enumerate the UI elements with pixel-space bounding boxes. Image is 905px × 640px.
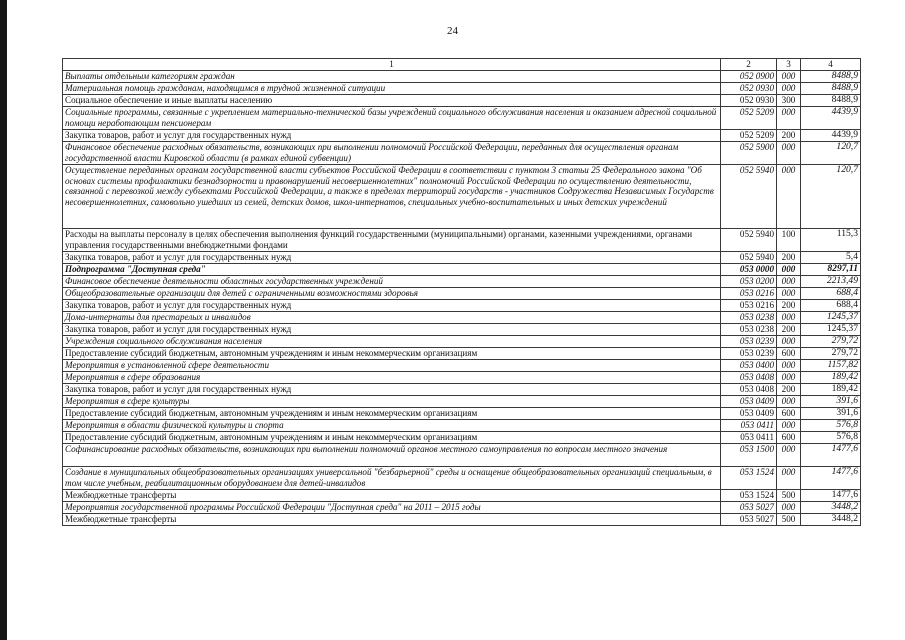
table-row bbox=[63, 360, 861, 372]
table-row bbox=[63, 276, 861, 288]
header-col-1: 1 bbox=[63, 59, 721, 71]
row-name: Закупка товаров, работ и услуг для государственных нужд bbox=[63, 252, 721, 264]
row-code: 053 0200 bbox=[721, 276, 777, 288]
row-name: Мероприятия в области физической культуры и спорта bbox=[63, 420, 721, 432]
row-amount: 3448,2 bbox=[801, 514, 861, 526]
row-name: Учреждения социального обслуживания населения bbox=[63, 336, 721, 348]
row-amount: 576,8 bbox=[801, 420, 861, 432]
row-amount: 1245,37 bbox=[801, 312, 861, 324]
row-expense-type: 000 bbox=[777, 444, 801, 467]
row-expense-type: 600 bbox=[777, 432, 801, 444]
row-code: 053 0239 bbox=[721, 336, 777, 348]
row-amount: 1477,6 bbox=[801, 490, 861, 502]
row-name: Создание в муниципальных общеобразовательных организациях универсальной "безбарьерной" среды и оснащение общеобразовательных организаций специальным, в том числе учебным, реабилитационным оборудованием для детей-инвалидов bbox=[63, 467, 721, 490]
row-amount: 279,72 bbox=[801, 348, 861, 360]
row-expense-type: 000 bbox=[777, 336, 801, 348]
row-name: Дома-интернаты для престарелых и инвалидов bbox=[63, 312, 721, 324]
row-code: 053 0408 bbox=[721, 384, 777, 396]
row-amount: 576,8 bbox=[801, 432, 861, 444]
row-code: 053 0238 bbox=[721, 312, 777, 324]
table-row bbox=[63, 502, 861, 514]
table-row bbox=[63, 71, 861, 83]
row-amount: 688,4 bbox=[801, 288, 861, 300]
row-name: Закупка товаров, работ и услуг для государственных нужд bbox=[63, 384, 721, 396]
header-col-2: 2 bbox=[721, 59, 777, 71]
row-code: 052 0930 bbox=[721, 95, 777, 107]
table-row bbox=[63, 252, 861, 264]
row-code: 053 0411 bbox=[721, 432, 777, 444]
row-name: Мероприятия в установленной сфере деятельности bbox=[63, 360, 721, 372]
row-amount: 8488,9 bbox=[801, 83, 861, 95]
row-expense-type: 500 bbox=[777, 490, 801, 502]
row-name: Выплаты отдельным категориям граждан bbox=[63, 71, 721, 83]
table-row bbox=[63, 165, 861, 229]
row-code: 052 5940 bbox=[721, 252, 777, 264]
row-amount: 2213,49 bbox=[801, 276, 861, 288]
row-amount: 8297,11 bbox=[801, 264, 861, 276]
row-code: 052 5940 bbox=[721, 229, 777, 252]
row-amount: 120,7 bbox=[801, 142, 861, 165]
row-name: Финансовое обеспечение расходных обязательств, возникающих при выполнении полномочий Российской Федерации, переданных для осуществления органам государственной власти Кировской области (в рамках единой субвенции) bbox=[63, 142, 721, 165]
row-expense-type: 000 bbox=[777, 396, 801, 408]
row-name: Предоставление субсидий бюджетным, автономным учреждениям и иным некоммерческим организациям bbox=[63, 348, 721, 360]
table-row bbox=[63, 130, 861, 142]
table-row bbox=[63, 384, 861, 396]
row-expense-type: 200 bbox=[777, 384, 801, 396]
row-expense-type: 000 bbox=[777, 71, 801, 83]
row-expense-type: 000 bbox=[777, 502, 801, 514]
row-expense-type: 600 bbox=[777, 408, 801, 420]
row-amount: 8488,9 bbox=[801, 95, 861, 107]
row-expense-type: 000 bbox=[777, 467, 801, 490]
budget-table bbox=[62, 58, 861, 526]
table-row bbox=[63, 107, 861, 130]
row-expense-type: 000 bbox=[777, 360, 801, 372]
row-amount: 279,72 bbox=[801, 336, 861, 348]
scan-edge bbox=[0, 0, 7, 640]
row-code: 052 5940 bbox=[721, 165, 777, 229]
row-code: 053 0408 bbox=[721, 372, 777, 384]
row-expense-type: 300 bbox=[777, 95, 801, 107]
table-row bbox=[63, 420, 861, 432]
row-name: Мероприятия государственной программы Российской Федерации "Доступная среда" на 2011 – 2015 годы bbox=[63, 502, 721, 514]
table-row bbox=[63, 336, 861, 348]
header-col-4: 4 bbox=[801, 59, 861, 71]
row-name: Осуществление переданных органам государственной власти субъектов Российской Федерации в соответствии с пунктом 3 статьи 25 Федерального закона "Об основах системы профилактики безнадзорности и правонарушений несовершеннолетних" полномочий Российской Федерации по осуществлению деятельности, связанной с перевозкой между субъектами Российской Федерации, а также в пределах территорий государств - участников Содружества Независимых Государств несовершеннолетних, самовольно ушедших из семей, детских домов, школ-интернатов, специальных учебно-воспитательных и иных детских учреждений bbox=[63, 165, 721, 229]
row-expense-type: 000 bbox=[777, 165, 801, 229]
row-amount: 189,42 bbox=[801, 384, 861, 396]
row-name: Социальные программы, связанные с укреплением материально-технической базы учреждений социального обслуживания населения и оказанием адресной социальной помощи неработающим пенсионерам bbox=[63, 107, 721, 130]
row-code: 053 0238 bbox=[721, 324, 777, 336]
row-name: Общеобразовательные организации для детей с ограниченными возможностями здоровья bbox=[63, 288, 721, 300]
table-row bbox=[63, 372, 861, 384]
row-name: Расходы на выплаты персоналу в целях обеспечения выполнения функций государственными (муниципальными) органами, казенными учреждениями, органами управления государственными внебюджетными фондами bbox=[63, 229, 721, 252]
table-row bbox=[63, 396, 861, 408]
row-expense-type: 200 bbox=[777, 130, 801, 142]
table-row bbox=[63, 444, 861, 467]
row-amount: 688,4 bbox=[801, 300, 861, 312]
row-amount: 1477,6 bbox=[801, 467, 861, 490]
row-expense-type: 000 bbox=[777, 83, 801, 95]
row-amount: 1245,37 bbox=[801, 324, 861, 336]
row-code: 053 1524 bbox=[721, 490, 777, 502]
row-amount: 3448,2 bbox=[801, 502, 861, 514]
table-row bbox=[63, 83, 861, 95]
row-code: 053 0216 bbox=[721, 288, 777, 300]
row-code: 053 0000 bbox=[721, 264, 777, 276]
row-amount: 1477,6 bbox=[801, 444, 861, 467]
row-expense-type: 100 bbox=[777, 229, 801, 252]
row-code: 053 0409 bbox=[721, 396, 777, 408]
table-row bbox=[63, 408, 861, 420]
row-name: Закупка товаров, работ и услуг для государственных нужд bbox=[63, 130, 721, 142]
row-code: 052 5209 bbox=[721, 107, 777, 130]
row-expense-type: 200 bbox=[777, 252, 801, 264]
row-expense-type: 500 bbox=[777, 514, 801, 526]
row-amount: 391,6 bbox=[801, 408, 861, 420]
page-number: 24 bbox=[447, 25, 458, 37]
header-col-3: 3 bbox=[777, 59, 801, 71]
row-name: Финансовое обеспечение деятельности областных государственных учреждений bbox=[63, 276, 721, 288]
row-amount: 1157,82 bbox=[801, 360, 861, 372]
row-amount: 4439,9 bbox=[801, 107, 861, 130]
row-code: 052 0900 bbox=[721, 71, 777, 83]
table-row bbox=[63, 490, 861, 502]
row-code: 053 0409 bbox=[721, 408, 777, 420]
table-row bbox=[63, 514, 861, 526]
row-name: Социальное обеспечение и иные выплаты населению bbox=[63, 95, 721, 107]
row-amount: 189,42 bbox=[801, 372, 861, 384]
row-amount: 115,3 bbox=[801, 229, 861, 252]
row-code: 052 5900 bbox=[721, 142, 777, 165]
row-amount: 4439,9 bbox=[801, 130, 861, 142]
row-expense-type: 000 bbox=[777, 288, 801, 300]
row-code: 053 0400 bbox=[721, 360, 777, 372]
table-header-row bbox=[63, 59, 861, 71]
row-amount: 5,4 bbox=[801, 252, 861, 264]
row-code: 053 5027 bbox=[721, 502, 777, 514]
row-code: 052 5209 bbox=[721, 130, 777, 142]
row-name: Мероприятия в сфере образования bbox=[63, 372, 721, 384]
table-row bbox=[63, 288, 861, 300]
table-row bbox=[63, 229, 861, 252]
row-name: Межбюджетные трансферты bbox=[63, 490, 721, 502]
row-code: 053 1500 bbox=[721, 444, 777, 467]
row-name: Закупка товаров, работ и услуг для государственных нужд bbox=[63, 300, 721, 312]
row-expense-type: 000 bbox=[777, 264, 801, 276]
row-expense-type: 200 bbox=[777, 300, 801, 312]
row-code: 053 0239 bbox=[721, 348, 777, 360]
table-row bbox=[63, 300, 861, 312]
row-expense-type: 200 bbox=[777, 324, 801, 336]
row-code: 053 5027 bbox=[721, 514, 777, 526]
table-row bbox=[63, 324, 861, 336]
row-amount: 8488,9 bbox=[801, 71, 861, 83]
table-row bbox=[63, 142, 861, 165]
row-name: Мероприятия в сфере культуры bbox=[63, 396, 721, 408]
table-row bbox=[63, 467, 861, 490]
row-code: 052 0930 bbox=[721, 83, 777, 95]
table-body bbox=[63, 59, 861, 526]
table-row bbox=[63, 348, 861, 360]
row-name: Материальная помощь гражданам, находящимся в трудной жизненной ситуации bbox=[63, 83, 721, 95]
row-name: Закупка товаров, работ и услуг для государственных нужд bbox=[63, 324, 721, 336]
row-expense-type: 000 bbox=[777, 142, 801, 165]
row-name: Предоставление субсидий бюджетным, автономным учреждениям и иным некоммерческим организациям bbox=[63, 408, 721, 420]
row-name: Предоставление субсидий бюджетным, автономным учреждениям и иным некоммерческим организациям bbox=[63, 432, 721, 444]
row-name: Софинансирование расходных обязательств, возникающих при выполнении полномочий органов местного самоуправления по вопросам местного значения bbox=[63, 444, 721, 467]
row-amount: 391,6 bbox=[801, 396, 861, 408]
row-code: 053 1524 bbox=[721, 467, 777, 490]
table-row bbox=[63, 312, 861, 324]
row-name: Межбюджетные трансферты bbox=[63, 514, 721, 526]
table-row bbox=[63, 95, 861, 107]
row-expense-type: 000 bbox=[777, 276, 801, 288]
row-expense-type: 000 bbox=[777, 420, 801, 432]
row-expense-type: 600 bbox=[777, 348, 801, 360]
row-code: 053 0411 bbox=[721, 420, 777, 432]
row-expense-type: 000 bbox=[777, 312, 801, 324]
row-expense-type: 000 bbox=[777, 107, 801, 130]
table-row bbox=[63, 432, 861, 444]
row-expense-type: 000 bbox=[777, 372, 801, 384]
row-amount: 120,7 bbox=[801, 165, 861, 229]
row-code: 053 0216 bbox=[721, 300, 777, 312]
row-name: Подпрограмма "Доступная среда" bbox=[63, 264, 721, 276]
table-row bbox=[63, 264, 861, 276]
